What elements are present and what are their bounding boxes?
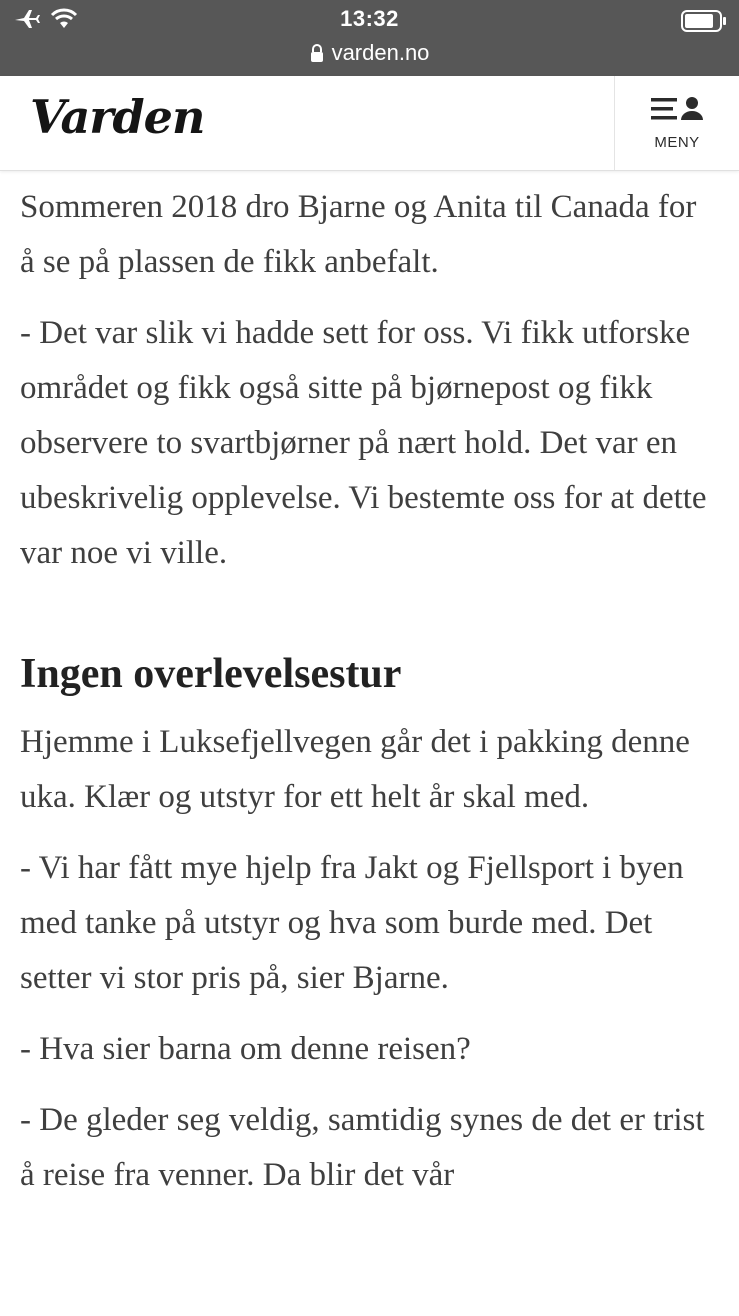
battery-icon [681, 9, 727, 38]
section-heading: Ingen overlevelsestur [20, 651, 402, 697]
menu-button[interactable] [614, 76, 739, 170]
address-bar[interactable] [0, 40, 739, 68]
status-bar [0, 0, 739, 76]
varden-logo[interactable]: Varden [30, 90, 205, 144]
site-header [0, 76, 739, 171]
article-paragraph: Sommeren 2018 dro Bjarne og Anita til Canada for å se på plassen de fikk anbefalt. [20, 189, 697, 280]
article-paragraph: - Vi har fått mye hjelp fra Jakt og Fjellsport i byen med tanke på utstyr og hva som burde med. Det setter vi stor pris på, sier Bjarne. [20, 850, 684, 996]
clock: 13:32 [340, 6, 399, 31]
url-text: varden.no [331, 40, 430, 65]
article-paragraph: Hjemme i Luksefjellvegen går det i pakking denne uka. Klær og utstyr for ett helt år skal med. [20, 724, 690, 815]
article-paragraph: - Det var slik vi hadde sett for oss. Vi fikk utforske området og fikk også sitte på bjørnepost og fikk observere to svartbjørner på nært hold. Det var en ubeskrivelig opplevelse. Vi bestemte oss for at dette var noe vi ville. [20, 315, 707, 571]
article-paragraph: - De gleder seg veldig, samtidig synes de det er trist å reise fra venner. Da blir det vår [20, 1102, 705, 1193]
article-paragraph: - Hva sier barna om denne reisen? [20, 1031, 471, 1067]
article-body [20, 180, 710, 1219]
menu-user-icon [651, 95, 703, 128]
lock-icon [310, 42, 324, 68]
menu-label: MENY [654, 134, 700, 151]
